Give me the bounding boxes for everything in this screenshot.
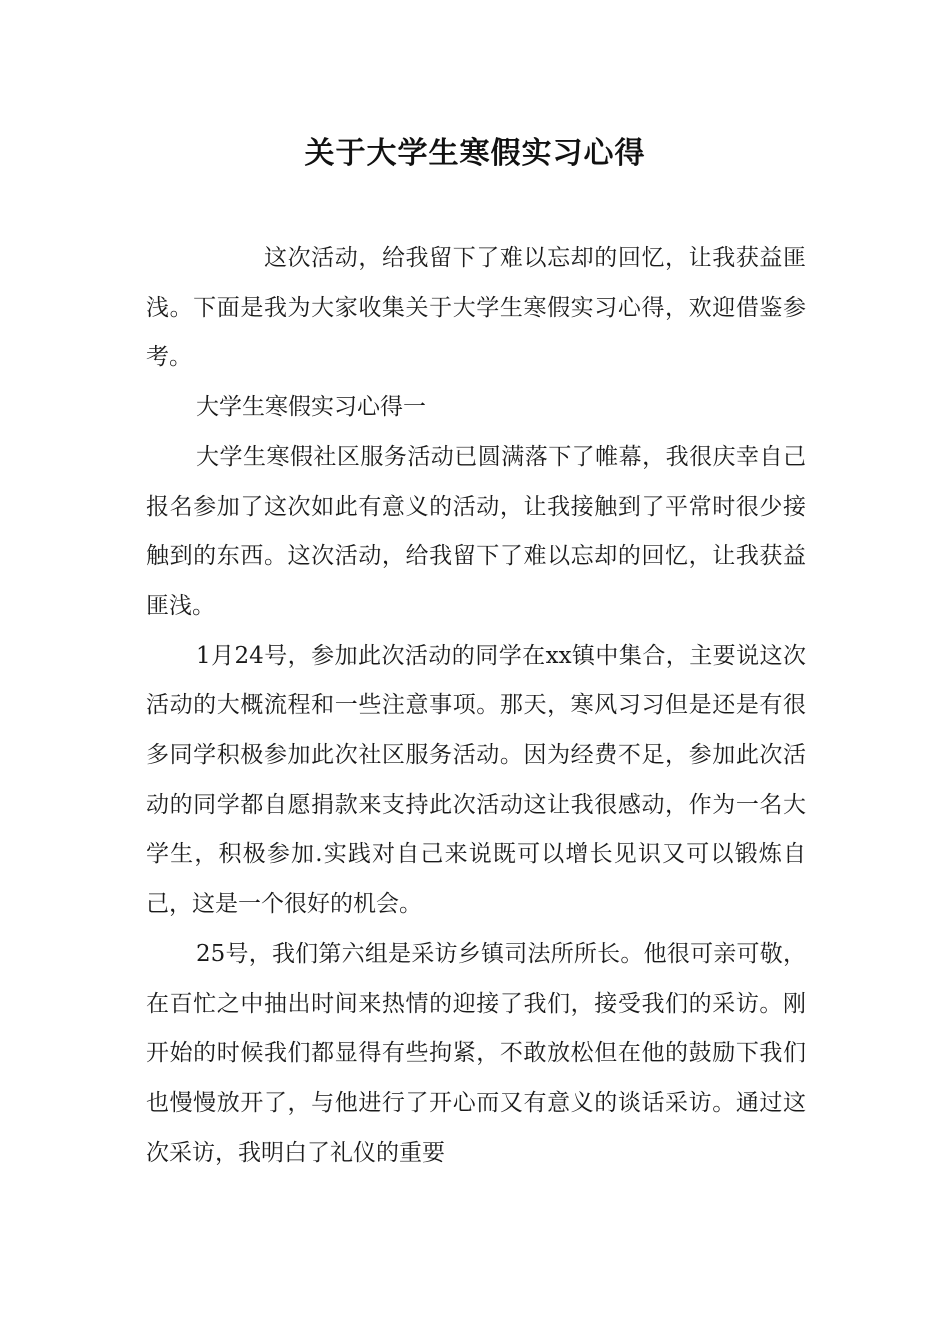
body-paragraph: 1月24号，参加此次活动的同学在xx镇中集合，主要说这次活动的大概流程和一些注意事项。那天，寒风习习但是还是有很多同学积极参加此次社区服务活动。因为经费不足，参加此次活动的同学都自愿捐款来支持此次活动这让我很感动，作为一名大学生，积极参加.实践对自己来说既可以增长见识又可以锻炼自己，这是一个很好的机会。 (146, 642, 806, 918)
intro-paragraph: 这次活动，给我留下了难以忘却的回忆，让我获益匪浅。下面是我为大家收集关于大学生寒假实习心得，欢迎借鉴参考。 (146, 245, 806, 371)
body-paragraph: 25号，我们第六组是采访乡镇司法所所长。他很可亲可敬，在百忙之中抽出时间来热情的迎接了我们，接受我们的采访。刚开始的时候我们都显得有些拘紧，不敢放松但在他的鼓励下我们也慢慢放开了，与他进行了开心而又有意义的谈话采访。通过这次采访，我明白了礼仪的重要 (146, 940, 806, 1166)
document-body (146, 234, 806, 1178)
body-paragraph: 大学生寒假社区服务活动已圆满落下了帷幕，我很庆幸自己报名参加了这次如此有意义的活动，让我接触到了平常时很少接触到的东西。这次活动，给我留下了难以忘却的回忆，让我获益匪浅。 (146, 443, 806, 619)
document-title: 关于大学生寒假实习心得 (304, 136, 646, 171)
section-heading: 大学生寒假实习心得一 (196, 394, 426, 421)
